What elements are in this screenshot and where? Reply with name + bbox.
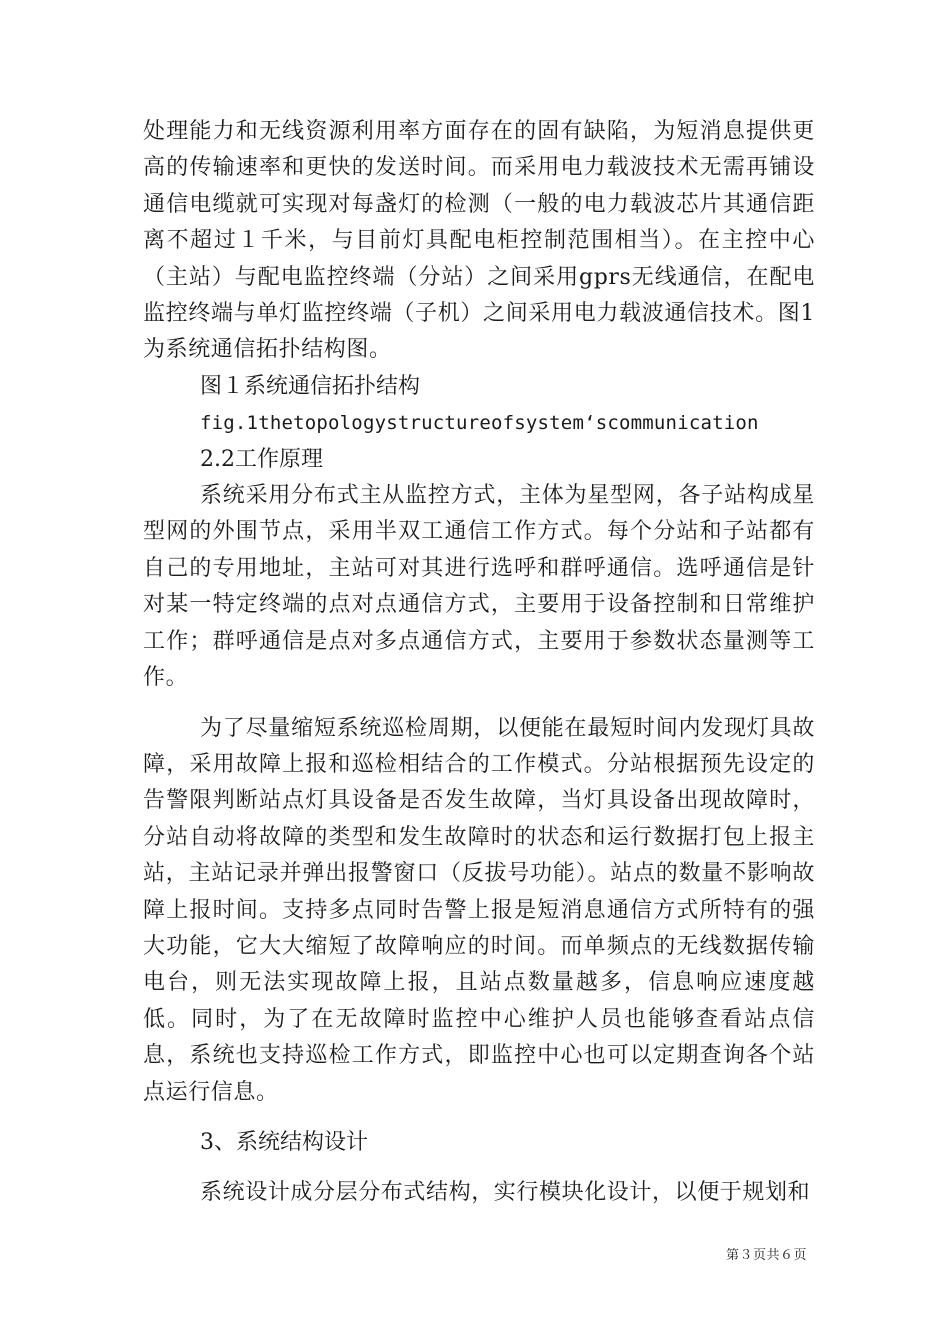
figure-caption-english: fig.1thetopologystructureofsystem‘scommunication <box>200 412 759 435</box>
paragraph-gap <box>143 697 815 711</box>
paragraph-gap <box>143 1111 815 1125</box>
paragraph-master-slave: 系统采用分布式主从监控方式，主体为星型网，各子站构成星型网的外围节点，采用半双工通信工作方式。每个分站和子站都有自己的专用地址，主站可对其进行选呼和群呼通信。选呼通信是针对某一特定终端的点对点通信方式，主要用于设备控制和日常维护工作；群呼通信是点对多点通信方式，主要用于参数状态量测等工作。 <box>143 483 815 691</box>
paragraph-fault-reporting: 为了尽量缩短系统巡检周期，以便能在最短时间内发现灯具故障，采用故障上报和巡检相结合的工作模式。分站根据预先设定的告警限判断站点灯具设备是否发生故障，当灯具设备出现故障时，分站自动将故障的类型和发生故障时的状态和运行数据打包上报主站，主站记录并弹出报警窗口（反拔号功能）。站点的数量不影响故障上报时间。支持多点同时告警上报是短消息通信方式所特有的强大功能，它大大缩短了故障响应的时间。而单频点的无线数据传输电台，则无法实现故障上报，且站点数量越多，信息响应速度越低。同时，为了在无故障时监控中心维护人员也能够查看站点信息，系统也支持巡检工作方式，即监控中心也可以定期查询各个站点运行信息。 <box>143 715 815 1105</box>
section-heading-working-principle: 2.2工作原理 <box>200 446 323 472</box>
paragraph-layered-design: 系统设计成分层分布式结构，实行模块化设计，以便于规划和 <box>200 1180 811 1206</box>
page-number-footer: 第３页共６页 <box>725 1248 807 1263</box>
paragraph-wireless-comm: 处理能力和无线资源利用率方面存在的固有缺陷，为短消息提供更高的传输速率和更快的发送时间。而采用电力载波技术无需再铺设通信电缆就可实现对每盏灯的检测（一般的电力载波芯片其通信距离不超过１千米，与目前灯具配电柜控制范围相当）。在主控中心（主站）与配电监控终端（分站）之间采用gprs无线通信，在配电监控终端与单灯监控终端（子机）之间采用电力载波通信技术。图1为系统通信拓扑结构图。 <box>143 119 815 363</box>
document-body <box>143 114 815 1212</box>
paragraph-gap <box>143 1161 815 1175</box>
figure-caption-chinese: 图１系统通信拓扑结构 <box>200 373 421 399</box>
section-heading-system-structure: 3、系统结构设计 <box>200 1129 368 1155</box>
